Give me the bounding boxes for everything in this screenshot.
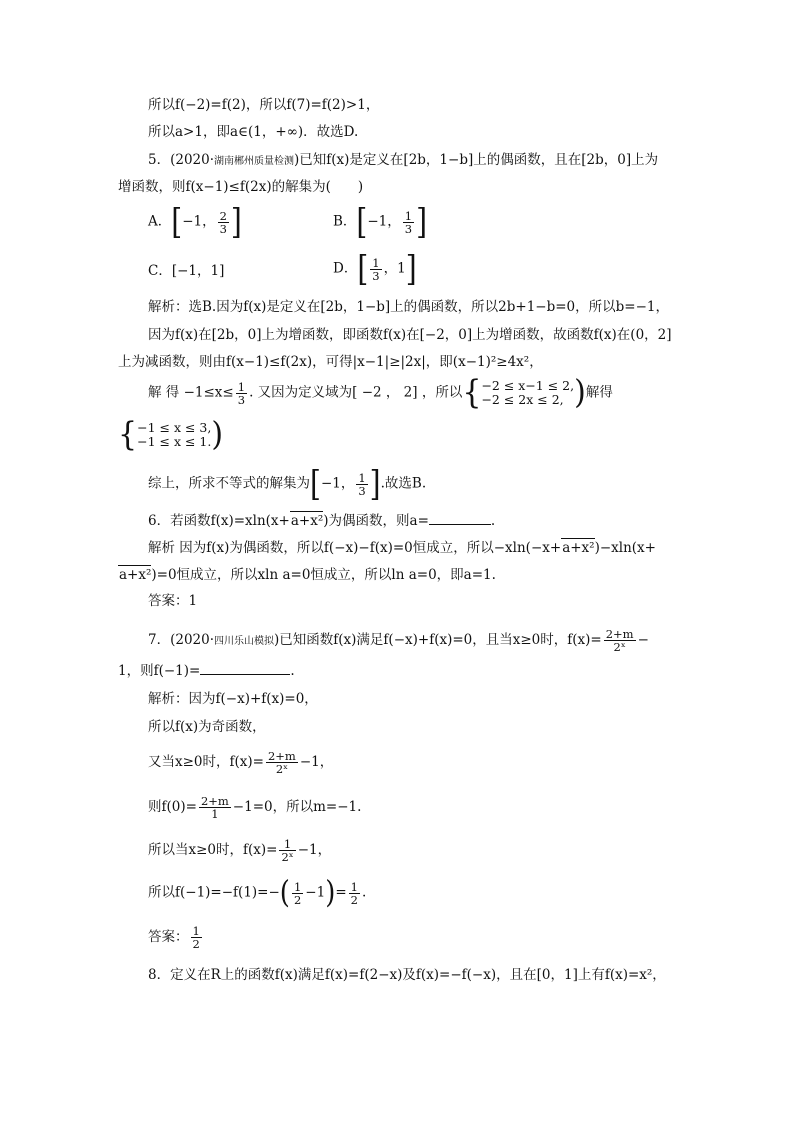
brace-right: ) [211, 415, 224, 454]
text: = [335, 884, 347, 901]
inequality-system [137, 421, 211, 449]
solution-line [148, 538, 656, 557]
fraction [199, 795, 231, 820]
denominator: 2ˣ [613, 640, 626, 654]
inequality: −2 ≤ 2x ≤ 2, [481, 392, 564, 407]
denominator: 2 [192, 937, 200, 951]
text: . [490, 513, 496, 529]
text: )=0恒成立，所以xln a=0恒成立，所以ln a=0，即a=1. [151, 567, 496, 583]
denominator: 3 [237, 392, 246, 407]
radical [118, 565, 151, 584]
fraction [370, 257, 381, 282]
question-5-stem-cont: 增函数，则f(x−1)≤f(2x)的解集为( ) [118, 179, 364, 195]
text: )−xln(x+ [594, 540, 656, 556]
text: 答案： [148, 929, 189, 945]
numerator: 1 [358, 470, 366, 485]
option-d [333, 247, 417, 289]
denominator: 2 [293, 892, 302, 907]
text: −1， [299, 754, 334, 770]
text: 解得 [585, 384, 613, 401]
paren-right: ) [325, 875, 336, 911]
text: −1=0，所以m=−1. [232, 799, 362, 815]
fraction [604, 628, 636, 653]
text: 所以当x≥0时，f(x)= [148, 842, 278, 858]
solution-line: 因为f(x)在[2b，0]上为增函数，即函数f(x)在[−2，0]上为增函数，故函数f(x)在(0，2] [148, 327, 672, 343]
denominator: 3 [372, 268, 380, 283]
denominator: 3 [358, 483, 366, 498]
text: −1， [297, 842, 332, 858]
fraction [236, 381, 247, 406]
text: 6．若函数f(x)=xln(x+ [148, 513, 290, 529]
text: . [361, 884, 367, 901]
question-7-stem-cont [118, 662, 295, 680]
text: −1 [305, 884, 326, 901]
numerator: 2+m [267, 749, 296, 763]
solution-line [148, 795, 361, 820]
option-a [148, 200, 242, 242]
inequality-system [481, 379, 574, 407]
brace-left: { [462, 373, 482, 412]
option-label: D． [333, 260, 358, 277]
bracket-right: ] [405, 247, 417, 289]
option-c: C．[−1，1] [148, 263, 225, 279]
bracket-left: [ [171, 200, 183, 242]
radicand: a+x² [562, 540, 595, 556]
denominator: 2ˣ [281, 850, 294, 864]
fraction [279, 838, 295, 863]
question-7-stem [148, 628, 649, 653]
solution-line [148, 750, 333, 775]
denominator: 3 [404, 221, 413, 236]
text: 所以f(−1)=−f(1)=− [148, 884, 280, 901]
radicand: a+x² [290, 513, 324, 529]
solution-line: 所以f(x)为奇函数， [148, 719, 266, 735]
question-source: 四川乐山模拟 [214, 636, 275, 647]
fraction [266, 750, 298, 775]
numerator: 1 [293, 879, 302, 894]
text: 则f(0)= [148, 799, 197, 815]
numerator: 1 [237, 379, 246, 394]
text-line: 所以f(−2)=f(2)，所以f(7)=f(2)>1， [148, 97, 380, 113]
text: −1， [320, 475, 355, 492]
numerator: 2+m [605, 627, 634, 641]
text: 综上，所求不等式的解集为 [148, 475, 310, 492]
numerator: 2+m [200, 794, 229, 808]
question-6-stem [148, 511, 495, 530]
question-number: 7．(2020· [148, 632, 215, 648]
fraction [403, 210, 414, 235]
question-5-stem [148, 151, 658, 171]
bracket-left: [ [310, 462, 321, 504]
solution-line: 解析：因为f(−x)+f(x)=0， [148, 691, 318, 707]
inequality: −2 ≤ x−1 ≤ 2, [481, 378, 575, 393]
denominator: 3 [219, 221, 227, 236]
inequality: −1 ≤ x ≤ 3, [137, 420, 212, 435]
solution-line [148, 838, 331, 863]
bracket-left: [ [356, 200, 368, 242]
solution-line: 上为减函数，则由f(x−1)≤f(2x)，可得|x−1|≥|2x|，即(x−1)²≥4x²， [118, 354, 543, 370]
text: )为偶函数，则a= [323, 513, 429, 529]
answer-line: 答案：1 [148, 593, 198, 609]
inequality: −1 ≤ x ≤ 1. [137, 434, 212, 449]
numerator: 1 [279, 838, 295, 851]
text: − [637, 632, 649, 648]
bracket-right: ] [416, 200, 428, 242]
bracket-right: ] [369, 462, 381, 504]
text: . [290, 663, 295, 679]
option-value: ，1 [383, 260, 406, 277]
fraction [191, 925, 202, 950]
answer-line [148, 925, 204, 950]
text: 解析 因为f(x)为偶函数，所以f(−x)−f(x)=0恒成立，所以−xln(−x+ [148, 540, 562, 556]
question-source: 湖南郴州质量检测 [214, 156, 295, 167]
answer-blank [429, 512, 491, 525]
numerator: 1 [350, 879, 358, 894]
solution-line [148, 875, 367, 911]
radical [290, 511, 323, 530]
numerator: 1 [192, 924, 200, 938]
radical [561, 538, 594, 557]
numerator: 2 [219, 208, 227, 223]
bracket-left: [ [357, 247, 369, 289]
fraction [349, 881, 360, 906]
text: 解 得 −1≤x≤ [148, 384, 234, 401]
text: . 又因为定义域为[ −2 ， 2] ，所以 [249, 384, 463, 401]
fraction [218, 210, 229, 235]
solution-line [148, 462, 427, 504]
option-b [333, 200, 428, 242]
brace-right: ) [574, 373, 586, 412]
denominator: 2 [350, 892, 358, 907]
option-label: B． [333, 213, 357, 230]
question-text: )已知f(x)是定义在[2b，1−b]上的偶函数，且在[2b，0]上为 [294, 152, 659, 168]
denominator: 1 [211, 807, 219, 821]
answer-blank [200, 662, 290, 675]
paren-left: ( [279, 875, 290, 911]
brace-left: { [118, 415, 138, 454]
solution-line [148, 373, 613, 412]
solution-line [118, 565, 496, 584]
fraction [356, 472, 367, 497]
numerator: 1 [372, 255, 380, 270]
numerator: 1 [404, 208, 413, 223]
solution-line: 解析：选B.因为f(x)是定义在[2b，1−b]上的偶函数，所以2b+1−b=0，所以b=−1， [148, 299, 670, 315]
text: .故选B. [380, 475, 427, 492]
solution-line [118, 415, 224, 454]
option-value: −1， [367, 213, 401, 230]
text: 1，则f(−1)= [118, 663, 201, 679]
question-text: )已知函数f(x)满足f(−x)+f(x)=0，且当x≥0时，f(x)= [274, 632, 602, 648]
fraction [292, 881, 303, 906]
text: 又当x≥0时，f(x)= [148, 754, 264, 770]
denominator: 2ˣ [275, 762, 289, 776]
option-value: −1， [182, 213, 216, 230]
bracket-right: ] [230, 200, 242, 242]
radicand: a+x² [119, 567, 152, 583]
question-8-stem: 8．定义在R上的函数f(x)满足f(x)=f(2−x)及f(x)=−f(−x)，且在[0，1]上有f(x)=x²， [148, 967, 666, 983]
option-label: A． [148, 213, 172, 230]
text-line: 所以a>1，即a∈(1，+∞)．故选D. [148, 124, 359, 140]
question-number: 5．(2020· [148, 152, 215, 168]
